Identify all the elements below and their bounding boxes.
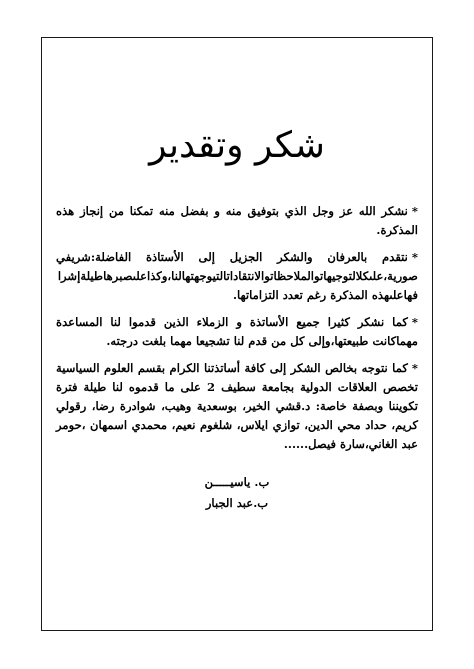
paragraph-1 [56, 202, 418, 240]
paragraph-text: كما نتوجه بخالص الشكر إلى كافة أساتذتنا الكرام بقسم العلوم السياسية تخصص العلاقات الدولية بجامعة سطيف 2 على ما قدموه لنا طيلة فترة تكويننا وبصفة خاصة: د.قشي الخير، بوسعدية وهيب، شوادرة رضا، رقولي كريم، حداد محي الدين، توازي ايلاس، شلغوم نعيم، محمدي اسمهان ،حومر عبد الغاني،سارة فيصل...... [56, 361, 419, 451]
paragraph-2 [56, 248, 418, 305]
paragraph-4 [56, 359, 418, 454]
paragraph-text: كما نشكر كثيرا جميع الأساتذة و الزملاء الذين قدموا لنا المساعدة مهماكانت طبيعتها،وإلى كل من قدم لنا تشجيعا مهما بلغت درجته. [56, 315, 418, 348]
paragraph-text: نتقدم بالعرفان والشكر الجزيل إلى الأستاذة الفاضلة:شريفي صورية،علىكلالتوجيهاتوالملاحظاتوالانتقاداتالتيوجهتهالنا،وكذاعلىصبرهاطيلةإشرا فهاعلىهذه المذكرة رغم تعدد التزاماتها. [56, 250, 418, 302]
signature-1: ب. ياسيـــــن [204, 475, 270, 489]
paragraph-text: نشكر الله عز وجل الذي بتوفيق منه و بفضل منه تمكنا من إنجاز هذه المذكرة. [56, 204, 418, 237]
signature-2: ب.عبد الجبار [205, 496, 269, 510]
paragraph-3 [56, 313, 418, 351]
signatures [56, 472, 418, 514]
document-body [56, 120, 418, 514]
bullet-star: * [411, 361, 418, 375]
page-title: شكر وتقدير [149, 125, 325, 166]
bullet-star: * [411, 315, 418, 329]
bullet-star: * [411, 204, 418, 218]
bullet-star: * [411, 250, 418, 264]
